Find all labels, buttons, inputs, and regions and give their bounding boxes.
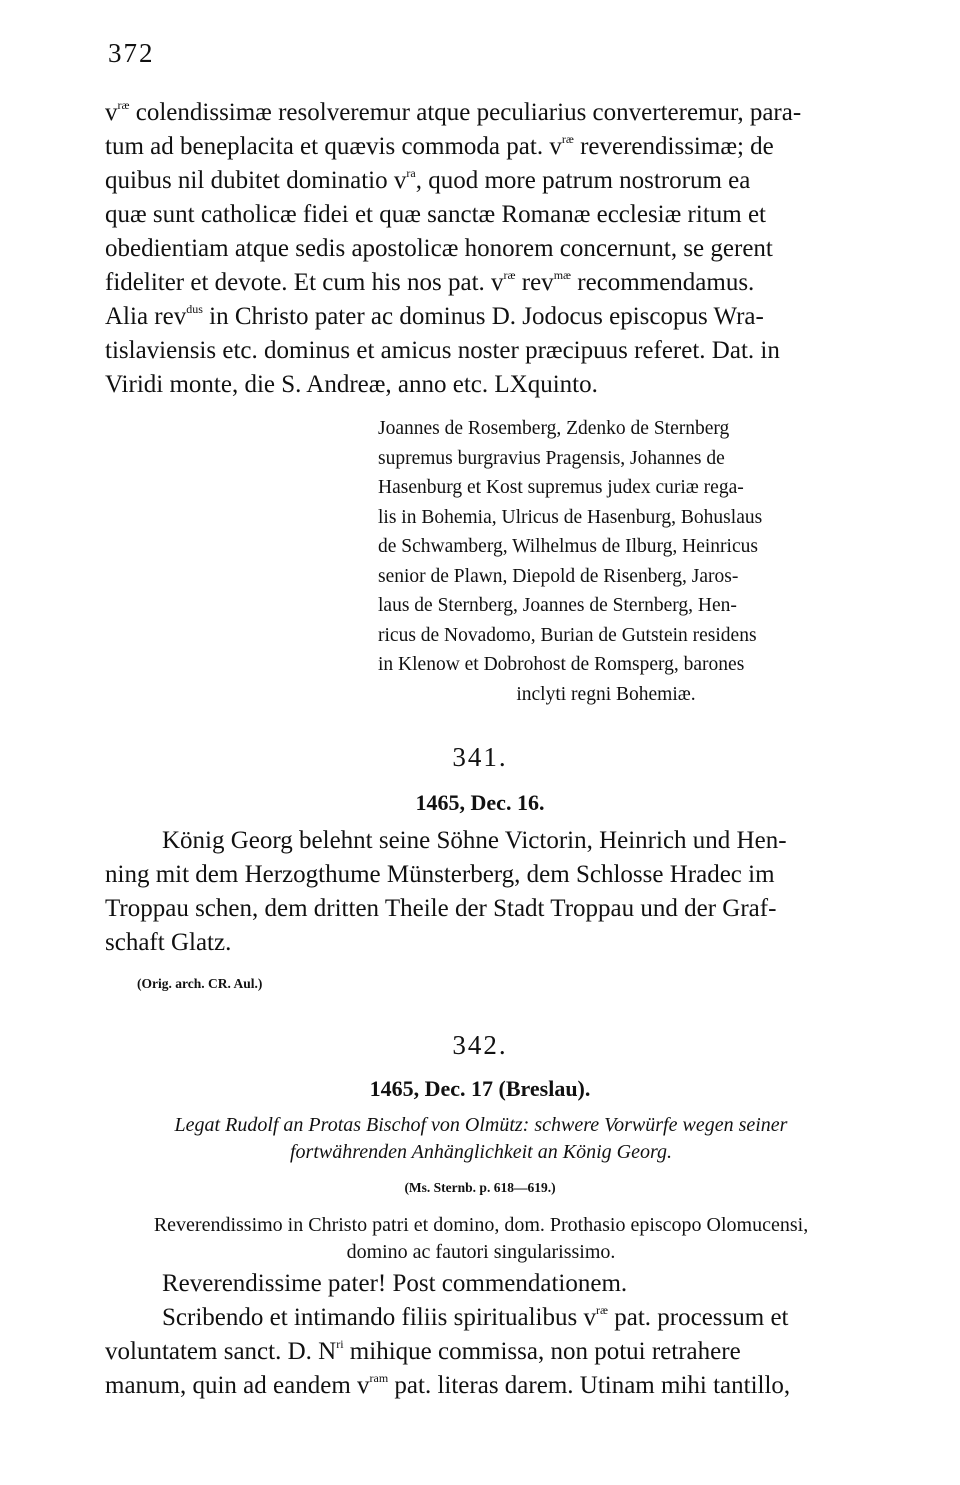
letter-body-342: [105, 1267, 857, 1403]
text-line: manum, quin ad eandem $v^{ram}$ pat. literas darem. Utinam mihi tantillo,: [105, 1371, 791, 1399]
text-line: Alia rev$^{dus}$ in Christo pater ac dominus D. Jodocus episcopus Wra-: [105, 302, 764, 330]
summary-line: Troppau schen, dem dritten Theile der Stadt Troppau und der Graf-: [105, 895, 777, 922]
text-line: quæ sunt catholicæ fidei et quæ sanctæ Romanæ ecclesiæ ritum et: [105, 201, 766, 228]
summary-line: schaft Glatz.: [105, 929, 232, 956]
summary-line: ning mit dem Herzogthume Münsterberg, dem Schlosse Hradec im: [105, 861, 775, 888]
text-line: voluntatem sanct. D. $N^{ri}$ mihique commissa, non potui retrahere: [105, 1337, 741, 1365]
text-line: tum ad beneplacita et quævis commoda pat. $v^{ræ}$ reverendissimæ; de: [105, 132, 774, 160]
address-line: domino ac fautori singularissimo.: [346, 1241, 616, 1263]
signatory-line: lis in Bohemia, Ulricus de Hasenburg, Bohuslaus: [378, 506, 763, 528]
address-342: [105, 1212, 857, 1266]
text-line: quibus nil dubitet dominatio $v^{ra}$, quod more patrum nostrorum ea: [105, 166, 751, 194]
signatory-line: senior de Plawn, Diepold de Risenberg, Jaros-: [378, 565, 739, 587]
signatory-line: Joannes de Rosemberg, Zdenko de Sternberg: [378, 418, 730, 439]
text-line: fideliter et devote. Et cum his nos pat. $v^{ræ}$ rev$^{mæ}$ recommendamus.: [105, 268, 755, 296]
continuation-text: [105, 96, 857, 402]
regest-342: [105, 1112, 857, 1166]
source-note-341: (Orig. arch. CR. Aul.): [137, 976, 263, 991]
signatory-line: de Schwamberg, Wilhelmus de Ilburg, Heinricus: [378, 536, 758, 557]
text-line: $v^{ræ}$ colendissimæ resolveremur atque peculiarius converteremur, para-: [105, 98, 802, 126]
summary-341: [105, 824, 857, 960]
signatories-block: [378, 414, 834, 709]
signatory-line: inclyti regni Bohemiæ.: [516, 683, 696, 705]
signatory-line: laus de Sternberg, Joannes de Sternberg, Hen-: [378, 595, 737, 616]
signatory-line: ricus de Novadomo, Burian de Gutstein residens: [378, 624, 757, 646]
regest-line: Legat Rudolf an Protas Bischof von Olmütz: schwere Vorwürfe wegen seiner: [174, 1114, 788, 1136]
summary-line: König Georg belehnt seine Söhne Victorin, Heinrich und Hen-: [162, 827, 787, 854]
document-date-342: 1465, Dec. 17 (Breslau).: [369, 1076, 591, 1101]
source-note-342: (Ms. Sternb. p. 618—619.): [404, 1180, 556, 1195]
text-line: obedientiam atque sedis apostolicæ honorem concernunt, se gerent: [105, 235, 773, 262]
signatory-line: Hasenburg et Kost supremus judex curiæ rega-: [378, 477, 744, 498]
document-date-341: 1465, Dec. 16.: [415, 790, 545, 815]
signatory-line: supremus burgravius Pragensis, Johannes de: [378, 447, 725, 469]
salutation: Reverendissime pater! Post commendationem.: [162, 1270, 628, 1297]
text-line: tislaviensis etc. dominus et amicus noster præcipuus referet. Dat. in: [105, 337, 780, 364]
text-line: Scribendo et intimando filiis spiritualibus $v^{ræ}$ pat. processum et: [162, 1303, 789, 1331]
signatory-line: in Klenow et Dobrohost de Romsperg, barones: [378, 654, 745, 675]
address-line: Reverendissimo in Christo patri et domino, dom. Prothasio episcopo Olomucensi,: [153, 1214, 809, 1236]
regest-line: fortwährenden Anhänglichkeit an König Georg.: [289, 1141, 672, 1163]
document-number-341: 341.: [452, 742, 508, 772]
text-line: Viridi monte, die S. Andreæ, anno etc. LXquinto.: [105, 371, 598, 398]
document-number-342: 342.: [452, 1030, 508, 1060]
page-number: 372: [108, 38, 155, 68]
